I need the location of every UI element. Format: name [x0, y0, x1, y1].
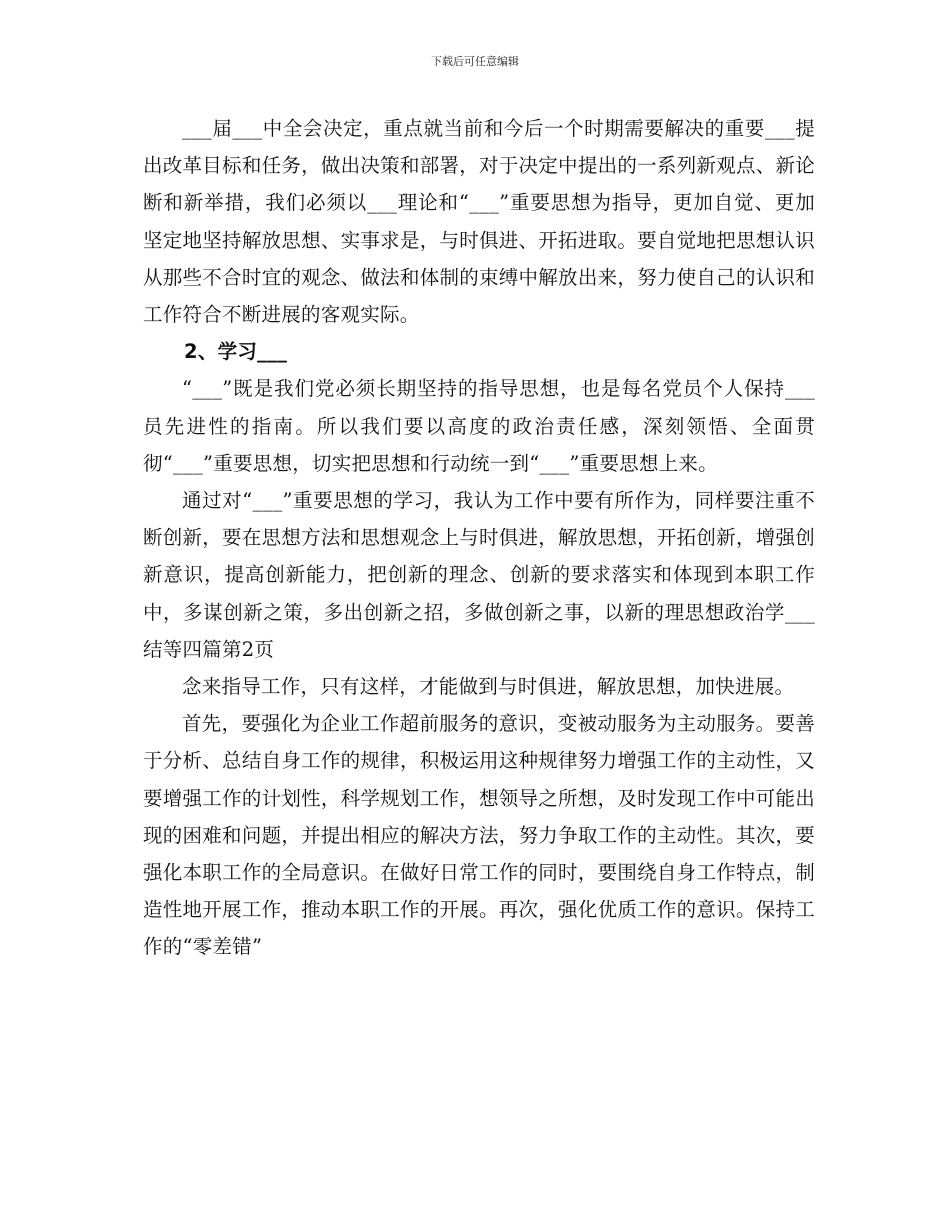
paragraph-plenum-decision: ___届___中全会决定，重点就当前和今后一个时期需要解决的重要___提出改革目标和任务，做出决策和部署，对于决定中提出的一系列新观点、新论断和新举措，我们必须以___理论和“___”重要思想为指导，更加自觉、更加坚定地坚持解放思想、实事求是，与时俱进、开拓进取。要自觉地把思想认识从那些不合时宜的观念、做法和体制的束缚中解放出来，努力使自己的认识和工作符合不断进展的客观实际。 — [143, 117, 815, 327]
paragraph-guide-work: 念来指导工作，只有这样，才能做到与时俱进，解放思想，加快进展。 — [182, 675, 795, 699]
section-heading-study: 2、学习___ — [184, 340, 288, 364]
page-header: 下载后可任意编辑 — [431, 55, 519, 68]
document-body — [143, 110, 815, 966]
paragraph-guiding-thought: “___”既是我们党必须长期坚持的指导思想，也是每名党员个人保持___员先进性的指南。所以我们要以高度的政治责任感，深刻领悟、全面贯彻“___”重要思想，切实把思想和行动统一到“___”重要思想上来。 — [143, 377, 815, 475]
paragraph-innovation: 通过对“___”重要思想的学习，我认为工作中要有所作为，同样要注重不断创新，要在思想方法和思想观念上与时俱进，解放思想，开拓创新，增强创新意识，提高创新能力，把创新的理念、创新的要求落实和体现到本职工作中，多谋创新之策，多出创新之招，多做创新之事，以新的理思想政治学___结等四篇第2页 — [143, 489, 815, 661]
paragraph-service-awareness: 首先，要强化为企业工作超前服务的意识，变被动服务为主动服务。要善于分析、总结自身工作的规律，积极运用这种规律努力增强工作的主动性，又要增强工作的计划性，科学规划工作，想领导之所想，及时发现工作中可能出现的困难和问题，并提出相应的解决方法，努力争取工作的主动性。其次，要强化本职工作的全局意识。在做好日常工作的同时，要围绕自身工作特点，制造性地开展工作，推动本职工作的开展。再次，强化优质工作的意识。保持工作的“零差错” — [143, 712, 815, 959]
